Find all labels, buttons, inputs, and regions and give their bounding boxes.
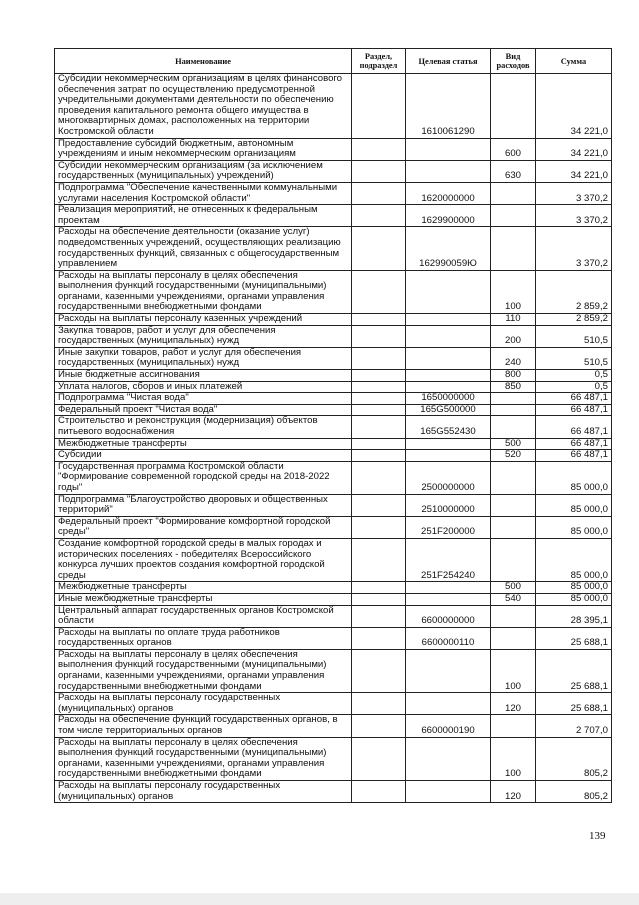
table-row [55, 138, 612, 160]
table-cell-name: Расходы на обеспечение деятельности (оказание услуг) подведомственных учреждений, осуществляющих реализацию государственных функций, связанных с общегосударственным управлением [55, 227, 352, 270]
table-cell-kind [491, 494, 536, 516]
table-cell-kind: 500 [491, 438, 536, 450]
table-cell-section [352, 781, 406, 803]
table-cell-name: Предоставление субсидий бюджетным, автономным учреждениям и иным некоммерческим организациям [55, 138, 352, 160]
table-cell-sum: 85 000,0 [536, 461, 612, 494]
table-cell-section [352, 593, 406, 605]
table-cell-sum: 85 000,0 [536, 582, 612, 594]
table-cell-name: Иные межбюджетные трансферты [55, 593, 352, 605]
table-cell-target: 251F200000 [406, 516, 491, 538]
table-cell-target [406, 347, 491, 369]
table-cell-name: Создание комфортной городской среды в малых городах и исторических поселениях - победителях Всероссийского конкурса лучших проектов создания комфортной городской среды [55, 538, 352, 581]
table-cell-sum: 34 221,0 [536, 160, 612, 182]
scan-bottom-band [0, 893, 639, 905]
table-cell-sum: 66 487,1 [536, 438, 612, 450]
table-cell-name: Строительство и реконструкция (модернизация) объектов питьевого водоснабжения [55, 416, 352, 438]
table-row [55, 781, 612, 803]
table-cell-target [406, 270, 491, 313]
table-cell-target [406, 160, 491, 182]
table-cell-target [406, 438, 491, 450]
table-row [55, 416, 612, 438]
table-cell-target: 165G552430 [406, 416, 491, 438]
table-cell-kind [491, 393, 536, 405]
table-row [55, 438, 612, 450]
table-row [55, 182, 612, 204]
table-cell-sum: 66 487,1 [536, 404, 612, 416]
table-cell-sum: 2 707,0 [536, 715, 612, 737]
table-cell-section [352, 314, 406, 326]
table-cell-name: Подпрограмма "Чистая вода" [55, 393, 352, 405]
table-cell-name: Расходы на выплаты персоналу в целях обеспечения выполнения функций государственными (муниципальными) органами, казенными учреждениями, органами управления государственными внебюджетными фондами [55, 737, 352, 780]
table-cell-sum: 3 370,2 [536, 205, 612, 227]
table-cell-section [352, 715, 406, 737]
table-cell-target: 6600000110 [406, 627, 491, 649]
table-cell-section [352, 227, 406, 270]
table-cell-name: Субсидии некоммерческим организациям в целях финансового обеспечения затрат по осуществлению предусмотренной учредительными документами деятельности по обеспечению проведения капитального ремонта общего имущества в многоквартирных домах, расположенных на территории Костромской области [55, 74, 352, 139]
header-sum: Сумма [536, 49, 612, 74]
table-cell-section [352, 160, 406, 182]
table-cell-target: 251F254240 [406, 538, 491, 581]
table-row [55, 314, 612, 326]
table-cell-kind [491, 461, 536, 494]
table-cell-kind [491, 182, 536, 204]
table-cell-sum: 85 000,0 [536, 593, 612, 605]
table-cell-section [352, 582, 406, 594]
table-cell-target: 2500000000 [406, 461, 491, 494]
table-cell-kind: 120 [491, 693, 536, 715]
table-cell-sum: 85 000,0 [536, 516, 612, 538]
table-cell-sum: 66 487,1 [536, 450, 612, 462]
table-row [55, 693, 612, 715]
table-row [55, 538, 612, 581]
header-section: Раздел, подраздел [352, 49, 406, 74]
table-row [55, 325, 612, 347]
table-cell-kind: 110 [491, 314, 536, 326]
table-cell-kind: 100 [491, 649, 536, 692]
table-cell-target [406, 381, 491, 393]
table-cell-name: Расходы на выплаты персоналу государственных (муниципальных) органов [55, 781, 352, 803]
table-cell-name: Реализация мероприятий, не отнесенных к федеральным проектам [55, 205, 352, 227]
table-cell-name: Расходы на выплаты персоналу в целях обеспечения выполнения функций государственными (муниципальными) органами, казенными учреждениями, органами управления государственными внебюджетными фондами [55, 270, 352, 313]
table-cell-section [352, 182, 406, 204]
table-cell-kind [491, 227, 536, 270]
table-cell-section [352, 416, 406, 438]
table-row [55, 404, 612, 416]
table-cell-kind: 200 [491, 325, 536, 347]
table-cell-name: Подпрограмма "Обеспечение качественными коммунальными услугами населения Костромской области" [55, 182, 352, 204]
table-cell-sum: 25 688,1 [536, 649, 612, 692]
table-cell-name: Расходы на выплаты персоналу в целях обеспечения выполнения функций государственными (муниципальными) органами, казенными учреждениями, органами управления государственными внебюджетными фондами [55, 649, 352, 692]
table-row [55, 627, 612, 649]
table-row [55, 582, 612, 594]
table-cell-section [352, 74, 406, 139]
table-cell-sum: 34 221,0 [536, 138, 612, 160]
table-cell-target: 165G500000 [406, 404, 491, 416]
table-cell-target [406, 593, 491, 605]
table-cell-name: Расходы на выплаты по оплате труда работников государственных органов [55, 627, 352, 649]
table-cell-kind: 540 [491, 593, 536, 605]
table-cell-sum: 25 688,1 [536, 693, 612, 715]
table-cell-name: Государственная программа Костромской области "Формирование современной городской среды на 2018-2022 годы" [55, 461, 352, 494]
table-cell-sum: 0,5 [536, 381, 612, 393]
table-cell-target: 6600000000 [406, 605, 491, 627]
table-cell-name: Расходы на выплаты персоналу казенных учреждений [55, 314, 352, 326]
table-cell-name: Расходы на выплаты персоналу государственных (муниципальных) органов [55, 693, 352, 715]
table-cell-sum: 3 370,2 [536, 182, 612, 204]
table-row [55, 737, 612, 780]
table-cell-kind [491, 404, 536, 416]
table-cell-name: Федеральный проект "Формирование комфортной городской среды" [55, 516, 352, 538]
table-row [55, 160, 612, 182]
budget-table [54, 48, 612, 803]
table-cell-kind: 100 [491, 737, 536, 780]
table-cell-sum: 0,5 [536, 370, 612, 382]
table-cell-kind [491, 416, 536, 438]
table-cell-kind [491, 74, 536, 139]
table-cell-section [352, 450, 406, 462]
table-cell-target: 1629900000 [406, 205, 491, 227]
table-cell-section [352, 461, 406, 494]
table-cell-target [406, 450, 491, 462]
table-cell-name: Межбюджетные трансферты [55, 582, 352, 594]
table-row [55, 347, 612, 369]
table-row [55, 649, 612, 692]
table-cell-kind [491, 605, 536, 627]
table-cell-section [352, 627, 406, 649]
header-kind: Вид расходов [491, 49, 536, 74]
table-cell-target: 1650000000 [406, 393, 491, 405]
table-cell-name: Иные закупки товаров, работ и услуг для обеспечения государственных (муниципальных) нужд [55, 347, 352, 369]
table-cell-section [352, 693, 406, 715]
table-cell-section [352, 381, 406, 393]
table-cell-name: Расходы на обеспечение функций государственных органов, в том числе территориальных органов [55, 715, 352, 737]
table-row [55, 494, 612, 516]
table-row [55, 461, 612, 494]
table-cell-target [406, 649, 491, 692]
table-cell-target [406, 693, 491, 715]
table-cell-target: 1620000000 [406, 182, 491, 204]
table-cell-sum: 85 000,0 [536, 494, 612, 516]
table-cell-section [352, 516, 406, 538]
table-cell-sum: 25 688,1 [536, 627, 612, 649]
table-cell-sum: 805,2 [536, 781, 612, 803]
table-cell-kind: 600 [491, 138, 536, 160]
table-row [55, 227, 612, 270]
table-cell-target [406, 314, 491, 326]
table-cell-target: 162990059Ю [406, 227, 491, 270]
table-cell-sum: 3 370,2 [536, 227, 612, 270]
table-cell-kind: 520 [491, 450, 536, 462]
table-cell-target [406, 737, 491, 780]
table-cell-sum: 2 859,2 [536, 314, 612, 326]
table-cell-section [352, 270, 406, 313]
table-cell-name: Федеральный проект "Чистая вода" [55, 404, 352, 416]
table-cell-name: Закупка товаров, работ и услуг для обеспечения государственных (муниципальных) нужд [55, 325, 352, 347]
table-cell-section [352, 393, 406, 405]
table-row [55, 393, 612, 405]
table-cell-name: Межбюджетные трансферты [55, 438, 352, 450]
table-cell-section [352, 438, 406, 450]
table-cell-target [406, 781, 491, 803]
table-cell-section [352, 370, 406, 382]
table-cell-kind: 800 [491, 370, 536, 382]
table-row [55, 270, 612, 313]
table-cell-name: Субсидии [55, 450, 352, 462]
table-row [55, 74, 612, 139]
table-cell-section [352, 404, 406, 416]
table-cell-section [352, 325, 406, 347]
table-cell-name: Субсидии некоммерческим организациям (за исключением государственных (муниципальных) учреждений) [55, 160, 352, 182]
table-cell-target: 6600000190 [406, 715, 491, 737]
table-cell-target: 1610061290 [406, 74, 491, 139]
table-cell-kind: 850 [491, 381, 536, 393]
table-cell-sum: 66 487,1 [536, 393, 612, 405]
table-cell-section [352, 205, 406, 227]
table-cell-kind: 100 [491, 270, 536, 313]
table-row [55, 715, 612, 737]
table-row [55, 605, 612, 627]
table-cell-kind: 500 [491, 582, 536, 594]
table-cell-kind [491, 715, 536, 737]
table-row [55, 381, 612, 393]
table-cell-kind [491, 516, 536, 538]
table-cell-target [406, 325, 491, 347]
table-cell-section [352, 737, 406, 780]
table-cell-section [352, 494, 406, 516]
table-cell-sum: 66 487,1 [536, 416, 612, 438]
table-cell-sum: 510,5 [536, 347, 612, 369]
table-cell-kind [491, 538, 536, 581]
table-cell-target [406, 582, 491, 594]
table-cell-section [352, 649, 406, 692]
table-cell-sum: 510,5 [536, 325, 612, 347]
header-target: Целевая статья [406, 49, 491, 74]
page-number: 139 [589, 830, 606, 842]
table-cell-kind: 630 [491, 160, 536, 182]
table-cell-sum: 2 859,2 [536, 270, 612, 313]
table-cell-name: Уплата налогов, сборов и иных платежей [55, 381, 352, 393]
table-cell-target: 2510000000 [406, 494, 491, 516]
table-row [55, 593, 612, 605]
table-header-row [55, 49, 612, 74]
table-cell-kind: 240 [491, 347, 536, 369]
table-cell-sum: 85 000,0 [536, 538, 612, 581]
table-cell-kind [491, 627, 536, 649]
table-row [55, 205, 612, 227]
table-cell-section [352, 538, 406, 581]
table-cell-section [352, 347, 406, 369]
table-cell-sum: 34 221,0 [536, 74, 612, 139]
table-cell-section [352, 138, 406, 160]
table-row [55, 450, 612, 462]
table-cell-sum: 28 395,1 [536, 605, 612, 627]
table-cell-section [352, 605, 406, 627]
table-cell-kind: 120 [491, 781, 536, 803]
table-row [55, 516, 612, 538]
table-cell-target [406, 370, 491, 382]
table-cell-sum: 805,2 [536, 737, 612, 780]
table-cell-name: Центральный аппарат государственных органов Костромской области [55, 605, 352, 627]
table-cell-target [406, 138, 491, 160]
table-cell-name: Иные бюджетные ассигнования [55, 370, 352, 382]
table-row [55, 370, 612, 382]
table-cell-name: Подпрограмма "Благоустройство дворовых и общественных территорий" [55, 494, 352, 516]
table-cell-kind [491, 205, 536, 227]
header-name: Наименование [55, 49, 352, 74]
